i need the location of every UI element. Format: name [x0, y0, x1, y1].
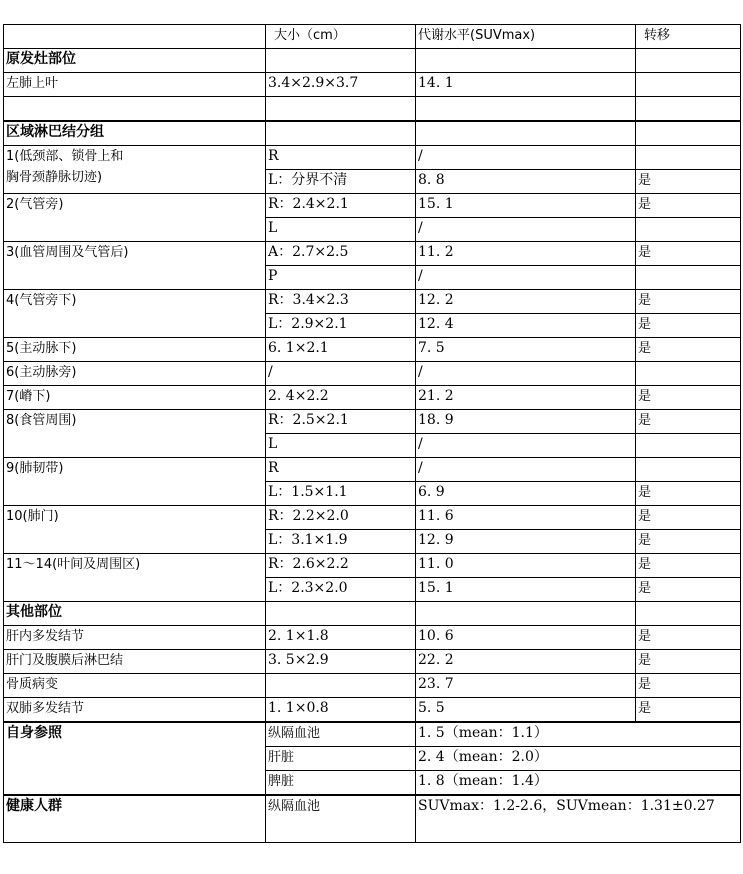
table-row: [4, 650, 741, 674]
site-label: 2(气管旁): [6, 197, 64, 212]
site-label: 9(肺韧带): [6, 461, 64, 476]
site-label: 4(气管旁下): [6, 293, 77, 308]
site-label: 11～14(叶间及周围区): [6, 557, 141, 572]
metastasis-cell: [636, 362, 741, 386]
suv-cell: 23. 7: [416, 674, 636, 698]
metastasis-cell: 是: [636, 386, 741, 410]
suv-cell: /: [416, 266, 636, 290]
metastasis-cell: [636, 73, 741, 97]
section-title-self-reference: 自身参照: [4, 722, 266, 795]
table-row: [4, 242, 741, 266]
suv-cell: 11. 2: [416, 242, 636, 266]
suv-cell: 8. 8: [416, 170, 636, 194]
table-row: [4, 73, 741, 97]
size-cell: 3.4×2.9×3.7: [266, 73, 416, 97]
reference-value: 1. 8（mean：1.4）: [416, 771, 741, 796]
suv-cell: 5. 5: [416, 698, 636, 723]
site-cell: [4, 458, 266, 506]
suv-cell: /: [416, 218, 636, 242]
table-row: [4, 146, 741, 170]
metastasis-cell: 是: [636, 674, 741, 698]
metastasis-cell: 是: [636, 338, 741, 362]
suv-cell: /: [416, 362, 636, 386]
metastasis-cell: 是: [636, 194, 741, 218]
header-metastasis: 转移: [636, 25, 741, 49]
table-row: [4, 674, 741, 698]
suv-cell: 18. 9: [416, 410, 636, 434]
reference-value: SUVmax：1.2-2.6，SUVmean：1.31±0.27: [416, 795, 741, 843]
site-cell: [4, 554, 266, 602]
suv-cell: 12. 9: [416, 530, 636, 554]
size-cell: 2. 4×2.2: [266, 386, 416, 410]
site-cell: 左肺上叶: [4, 73, 266, 97]
suv-cell: 15. 1: [416, 194, 636, 218]
suv-cell: /: [416, 458, 636, 482]
site-cell: [4, 146, 266, 194]
reference-organ: 脾脏: [266, 771, 416, 796]
suv-cell: 12. 4: [416, 314, 636, 338]
suv-cell: 14. 1: [416, 73, 636, 97]
size-cell: [266, 674, 416, 698]
size-cell: R：2.5×2.1: [266, 410, 416, 434]
size-cell: R: [266, 146, 416, 170]
reference-value: 2. 4（mean：2.0）: [416, 747, 741, 771]
suv-cell: 21. 2: [416, 386, 636, 410]
section-row-primary: [4, 49, 741, 73]
size-cell: L：2.9×2.1: [266, 314, 416, 338]
suv-cell: /: [416, 434, 636, 458]
site-cell: 双肺多发结节: [4, 698, 266, 723]
table-row: [4, 458, 741, 482]
site-cell: [4, 410, 266, 458]
site-label: 8(食管周围): [6, 413, 77, 428]
size-cell: R：2.6×2.2: [266, 554, 416, 578]
reference-organ: 肝脏: [266, 747, 416, 771]
size-cell: L：2.3×2.0: [266, 578, 416, 602]
size-cell: R：3.4×2.3: [266, 290, 416, 314]
suv-cell: 11. 6: [416, 506, 636, 530]
table-row: [4, 194, 741, 218]
site-label: 1(低颈部、锁骨上和: [6, 149, 124, 164]
metastasis-cell: 是: [636, 554, 741, 578]
site-label: 5(主动脉下): [6, 341, 77, 356]
metastasis-cell: [636, 458, 741, 482]
metastasis-cell: 是: [636, 482, 741, 506]
metastasis-cell: 是: [636, 578, 741, 602]
size-cell: L：分界不清: [266, 170, 416, 194]
size-cell: /: [266, 362, 416, 386]
suv-cell: 12. 2: [416, 290, 636, 314]
metastasis-cell: 是: [636, 290, 741, 314]
table-row: [4, 554, 741, 578]
suv-cell: 7. 5: [416, 338, 636, 362]
metastasis-cell: 是: [636, 506, 741, 530]
reference-row: [4, 795, 741, 843]
site-label: 10(肺门): [6, 509, 59, 524]
site-label: 3(血管周围及气管后): [6, 245, 129, 260]
size-cell: 6. 1×2.1: [266, 338, 416, 362]
metastasis-cell: 是: [636, 698, 741, 723]
metastasis-cell: [636, 218, 741, 242]
table-row: [4, 698, 741, 723]
table-row: [4, 362, 741, 386]
header-site: [4, 25, 266, 49]
size-cell: P: [266, 266, 416, 290]
size-cell: 1. 1×0.8: [266, 698, 416, 723]
site-cell: [4, 386, 266, 410]
metastasis-cell: [636, 266, 741, 290]
site-label: 6(主动脉旁): [6, 365, 77, 380]
section-row-regional: [4, 121, 741, 146]
metastasis-cell: 是: [636, 242, 741, 266]
suv-cell: 6. 9: [416, 482, 636, 506]
size-cell: R：2.2×2.0: [266, 506, 416, 530]
suv-cell: 15. 1: [416, 578, 636, 602]
size-cell: A：2.7×2.5: [266, 242, 416, 266]
reference-value: 1. 5（mean：1.1）: [416, 722, 741, 747]
site-cell: [4, 242, 266, 290]
site-cell: [4, 506, 266, 554]
size-cell: R: [266, 458, 416, 482]
suv-cell: 11. 0: [416, 554, 636, 578]
metastasis-cell: 是: [636, 650, 741, 674]
header-size: 大小（cm）: [266, 25, 416, 49]
size-cell: 2. 1×1.8: [266, 626, 416, 650]
header-suv: 代谢水平(SUVmax): [416, 25, 636, 49]
metastasis-cell: 是: [636, 170, 741, 194]
section-row-other: [4, 602, 741, 626]
size-cell: 3. 5×2.9: [266, 650, 416, 674]
section-title-primary: 原发灶部位: [4, 49, 266, 73]
table-row: [4, 626, 741, 650]
site-cell: 肝内多发结节: [4, 626, 266, 650]
blank-row: [4, 97, 741, 122]
site-cell: [4, 338, 266, 362]
size-cell: L: [266, 434, 416, 458]
table-row: [4, 386, 741, 410]
metastasis-cell: [636, 434, 741, 458]
size-cell: R：2.4×2.1: [266, 194, 416, 218]
section-title-regional: 区域淋巴结分组: [4, 121, 266, 146]
table-row: [4, 506, 741, 530]
metastasis-cell: 是: [636, 410, 741, 434]
site-cell: [4, 290, 266, 338]
pet-ct-report-table: [3, 24, 741, 843]
section-title-other: 其他部位: [4, 602, 266, 626]
table-row: [4, 290, 741, 314]
metastasis-cell: 是: [636, 314, 741, 338]
site-label: 7(嵴下): [6, 389, 51, 404]
site-cell: [4, 194, 266, 242]
site-label-line2: 胸骨颈静脉切迹): [6, 170, 103, 185]
table-row: [4, 410, 741, 434]
site-cell: 肝门及腹膜后淋巴结: [4, 650, 266, 674]
header-row: [4, 25, 741, 49]
reference-organ: 纵隔血池: [266, 795, 416, 843]
size-cell: L: [266, 218, 416, 242]
site-cell: 骨质病变: [4, 674, 266, 698]
site-cell: [4, 362, 266, 386]
metastasis-cell: [636, 146, 741, 170]
size-cell: L：3.1×1.9: [266, 530, 416, 554]
metastasis-cell: 是: [636, 626, 741, 650]
metastasis-cell: 是: [636, 530, 741, 554]
suv-cell: 22. 2: [416, 650, 636, 674]
suv-cell: /: [416, 146, 636, 170]
reference-row: [4, 722, 741, 747]
suv-cell: 10. 6: [416, 626, 636, 650]
section-title-healthy: 健康人群: [4, 795, 266, 843]
size-cell: L：1.5×1.1: [266, 482, 416, 506]
reference-organ: 纵隔血池: [266, 722, 416, 747]
table-row: [4, 338, 741, 362]
